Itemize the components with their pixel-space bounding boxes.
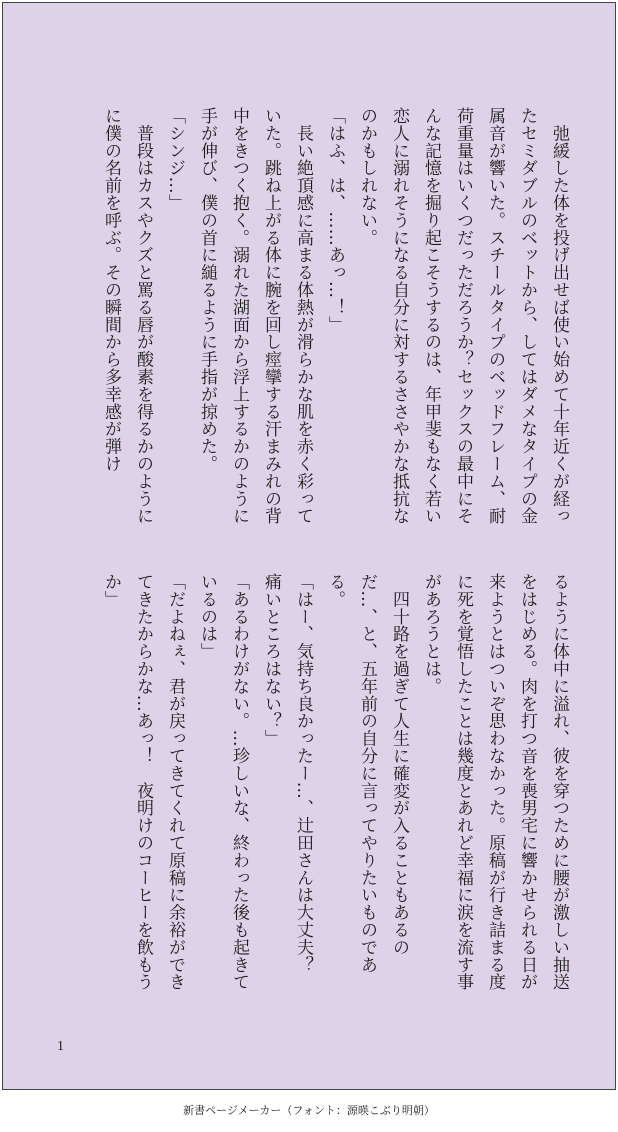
paragraph: るように体中に溢れ、彼を穿つために腰が激しい抽送をはじめる。肉を打つ音を喪男宅に響かせられる日が来ようとはついぞ思わなかった。原稿が行き詰まる度に死を覚悟したことは幾度とあれど幸福に涙を流す事があろうとは。 (421, 573, 569, 991)
book-page (2, 2, 616, 1090)
paragraph: 四十路を過ぎて人生に確変が入ることもあるのだ…、と、五年前の自分に言ってやりたいものである。 (325, 573, 409, 974)
paragraph: 「だよねぇ、君が戻ってきてくれて原稿に余裕ができてきたからかな…あっ！ 夜明けのコーヒーを飲もうか」 (101, 573, 185, 991)
paragraph: 普段はカスやクズと罵る唇が酸素を得るかのようにに僕の名前を呼ぶ。その瞬間から多幸感が弾け (101, 107, 153, 525)
paragraph: 「シンジ…」 (165, 107, 185, 212)
paragraph: 弛緩した体を投げ出せば使い始めて十年近くが経ったセミダブルのベットから、してはダメなタイプの金属音が響いた。スチールタイプのベッドフレーム、耐荷重量はいくつだっただろうか？セックスの最中にそんな記憶を掘り起こそうするのは、年甲斐もなく若い恋人に溺れそうになる自分に対するささやかな抵抗なのかもしれない。 (357, 107, 569, 525)
paragraph: 長い絶頂感に高まる体熱が滑らかな肌を赤く彩っていた。跳ね上がる体に腕を回し痙攣する汗まみれの背中をきつく抱く。溺れた湖面から浮上するかのように手が伸び、僕の首に縋るように手指が掠めた。 (197, 107, 313, 525)
text-block-upper (55, 107, 575, 527)
page-number: 1 (57, 1039, 64, 1054)
paragraph: 「あるわけがない。…珍しいな、終わった後も起きているのは」 (197, 573, 249, 991)
text-block-lower (55, 573, 575, 993)
paragraph: 「はー、気持ち良かったー…、辻田さんは大丈夫？ 痛いところはない？」 (261, 573, 313, 991)
paragraph: 「はふ、は、……あっ…！」 (325, 107, 345, 334)
footer-caption: 新書ページメーカー（フォント：源暎こぶり明朝） (183, 1104, 435, 1117)
